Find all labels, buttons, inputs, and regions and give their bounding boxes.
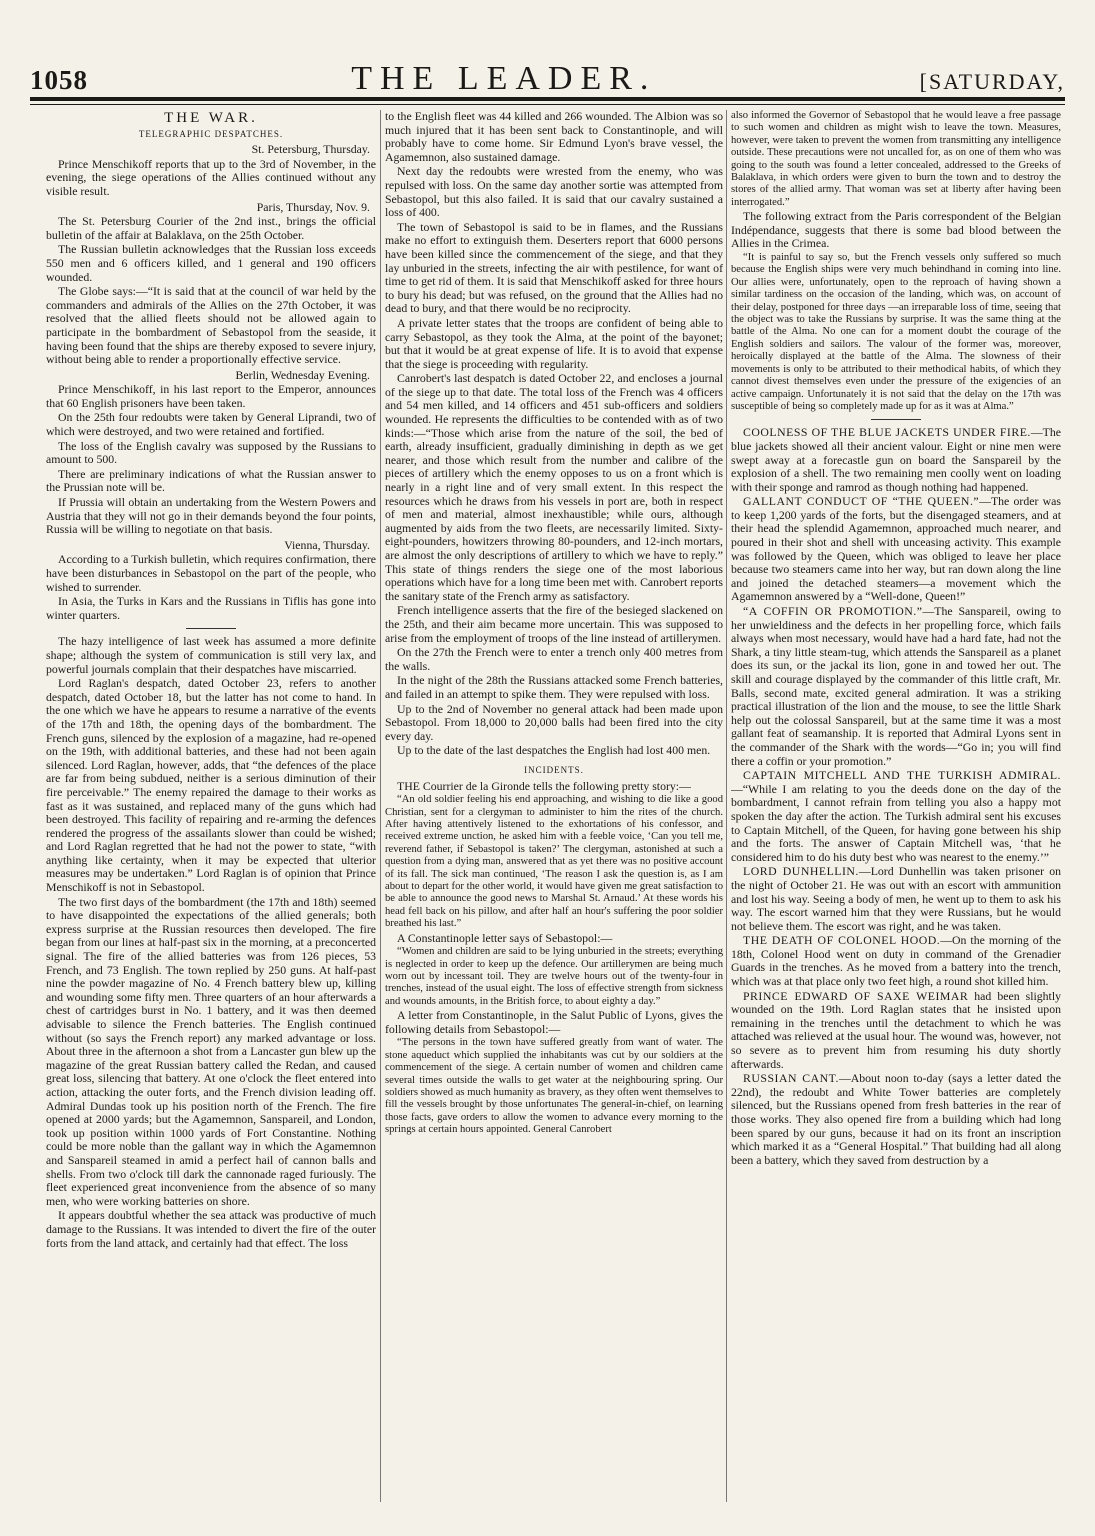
dateline: Berlin, Wednesday Evening. <box>235 367 370 382</box>
paragraph: The loss of the English cavalry was supposed by the Russians to amount to 500. <box>46 438 376 467</box>
incident-item <box>731 990 1061 1072</box>
incident-item <box>731 605 1061 768</box>
incident-heading: GALLANT CONDUCT OF “THE QUEEN.” <box>743 494 980 509</box>
incident-item <box>731 769 1061 864</box>
incident-item <box>731 1072 1061 1167</box>
incident-item <box>731 495 1061 604</box>
column-divider <box>380 110 381 1502</box>
incident-text: —“While I am relating to you the deeds done on the day of the bombardment, I cannot refrain from telling you also a happy mot spoken the day after the action. The Turkish admiral sent his excuses to Captain Mitchell, of the Queen, for having gone between his ship and the forts. The answer of Captain Mitchell was, ‘that he considered him to do his duty best who was nearest to the enemy.’” <box>731 781 1061 864</box>
quotation: also informed the Governor of Sebastopol that he would leave a free passage to such women and children as might wish to leave the town. Measures, however, were taken to prevent the women from transmitting any intelligence outside. These precautions were not uncalled for, as on one of them who was going to the south was found a letter concealed, addressed to the Greeks of Balaklava, in which orders were given to burn the town and to destroy the stores of the allied army. That woman was set at liberty after having been interrogated.” <box>731 110 1061 208</box>
column-divider <box>726 110 727 1502</box>
paragraph: The Globe says:—“It is said that at the council of war held by the commanders and admirals of the Allies on the 27th October, it was resolved that the allied fleets should not be allowed again to participate in the bombardment of Sebastopol from the seaside, it having been found that the ships are thereby exposed to severe injury, without being able to render a proportionally effective service. <box>46 284 376 367</box>
paragraph: Prince Menschikoff reports that up to the 3rd of November, in the evening, the siege operations of the Allies continued without any visible result. <box>46 156 376 198</box>
incident-text: —The order was to keep 1,200 yards of the forts, but the disengaged steamers, and at their head the splendid Agamemnon, approached much nearer, and poured in their shot and shell with unceasing activity. This example was followed by the Queen, which was obliged to leave her place because two steamers came into her way, but ran down along the line and joined the detached steamers—a movement which the Agamemnon answered by a “Well-done, Queen!” <box>731 494 1061 604</box>
column-1 <box>46 110 376 1502</box>
separator-rule <box>871 419 921 420</box>
incident-heading: PRINCE EDWARD OF SAXE WEIMAR <box>743 988 969 1003</box>
incident-heading: LORD DUNHELLIN. <box>743 864 859 879</box>
incident-item <box>731 865 1061 933</box>
paragraph: Up to the date of the last despatches the English had lost 400 men. <box>397 743 711 758</box>
paragraph: The hazy intelligence of last week has assumed a more definite shape; although the system of communication is still very lax, and powerful journals complain that their despatches have miscarried. <box>46 634 376 676</box>
quotation: “Women and children are said to be lying unburied in the streets; everything is neglected in order to keep up the defence. Our artillerymen are being much worn out by incessant toil. They are twelve hours out of the twenty-four in trenches, instead of the usual eight. The loss of effective strength from sickness and wounds amounts, in the British force, to about eighty a day.” <box>385 946 723 1007</box>
incident-text: —About noon to-day (says a letter dated the 22nd), the redoubt and White Tower batteries are completely silenced, but the Russians opened from fresh batteries in the rear of those works. They also opened fire from a building which had long been spared by our guns, because it had on its front an inscription which marked it as a “General Hospital.” That building had all along been a battery, which they saved from destruction by a <box>731 1071 1061 1167</box>
paragraph: Prince Menschikoff, in his last report to the Emperor, announces that 60 English prisoners have been taken. <box>46 382 376 410</box>
paragraph: Canrobert's last despatch is dated October 22, and encloses a journal of the siege up to that date. The total loss of the French was 4 officers and 54 men killed, and 14 officers and 451 sub-officers and soldiers wounded. He represents the difficulties to be contended with as of two kinds:—“Those which arise from the nature of the soil, the bed of earth, already insufficient, gradually diminishing in depth as we get nearer, and those which result from the number and calibre of the pieces of artillery which the enemy opposes to us on a front which is nearly in a right line and of very small extent. In this respect the resources which he draws from his vessels in port are, both in respect of men and material, almost inexhaustible; while ours, although augmented by aids from the two fleets, are necessarily limited. Sixty-eight-pounders, howitzers throwing 80-pounders, and 12-inch mortars, are almost the only descriptions of artillery to which we have to reply.” This state of things renders the siege one of the most laborious operations which have for a long time been met with. Canrobert reports the sanitary state of the French army as satisfactory. <box>385 371 723 603</box>
paragraph: THE Courrier de la Gironde tells the following pretty story:— <box>397 778 691 793</box>
dateline: Vienna, Thursday. <box>284 537 370 552</box>
paragraph: On the 27th the French were to enter a trench only 400 metres from the walls. <box>385 645 723 673</box>
incident-text: had been slightly wounded on the 19th. Lord Raglan states that he insisted upon remaining in the trenches until the detachment to which he was attached was relieved at the usual hour. The wound was, however, not so severe as to prevent him from resuming his duty shortly afterwards. <box>731 988 1061 1071</box>
dateline: St. Petersburg, Thursday. <box>251 142 370 157</box>
column-2 <box>385 110 723 1502</box>
paragraph: In Asia, the Turks in Kars and the Russians in Tiflis has gone into winter quarters. <box>46 594 376 622</box>
paragraph: In the night of the 28th the Russians attacked some French batteries, and failed in an attempt to spike them. They were repulsed with loss. <box>385 673 723 701</box>
incident-text: —The Sanspareil, owing to her unwieldiness and the defects in her propelling force, which fails always when most necessary, would have had a hard fate, had not the Shark, a tiny little steam-tug, which attends the Sanspareil as a planet does its sun, or the jackal its lion, gone in and towed her out. The skill and courage displayed by the commander of this little craft, Mr. Balls, second mate, excited general admiration. It was a striking practical illustration of the lion and the mouse, to see the little Shark help out the colossal Sanspareil, but at the same time it was a most gallant feat of seamanship. It is reported that Admiral Lyons sent in the commander of the Shark with the words—“Go in; you will find there a coffin or your promotion.” <box>731 604 1061 768</box>
dateline: Paris, Thursday, Nov. 9. <box>256 199 370 214</box>
paragraph: According to a Turkish bulletin, which requires confirmation, there have been disturbances in Sebastopol on the part of the people, who wished to surrender. <box>46 552 376 594</box>
paragraph: There are preliminary indications of what the Russian answer to the Prussian note will be. <box>46 466 376 495</box>
newspaper-title: THE LEADER. <box>351 60 657 97</box>
paragraph: On the 25th four redoubts were taken by General Liprandi, two of which were destroyed, and two were retained and fortified. <box>46 410 376 439</box>
quotation: “It is painful to say so, but the French vessels only suffered so much because the English ships were very much behindhand in coming into line. Our allies were, unfortunately, open to the reproach of having shown a similar tardiness on the occasion of the landing, which was, on account of their delay, postponed for three days —an irreparable loss of time, seeing that the object was to take the Russians by surprise. It was the same thing at the battle of the Alma. No one can for a moment doubt the courage of the English soldiers and sailors. The valour of the former was, moreover, heroically displayed at the battle of the Alma. The slowness of their movements is only to be attributed to their methodical habits, of which they cannot divest themselves even under the pressure of the exigencies of an active campaign. Unfortunately it is not said that the delay on the 17th was susceptible of being so completely made up for as it was at Alma.” <box>731 252 1061 412</box>
paragraph: The St. Petersburg Courier of the 2nd inst., brings the official bulletin of the affair at Balaklava, on the 25th October. <box>46 214 376 242</box>
paragraph: Up to the 2nd of November no general attack had been made upon Sebastopol. From 18,000 to 20,000 balls had been fired into the city every day. <box>385 701 723 743</box>
paragraph: Lord Raglan's despatch, dated October 23, refers to another despatch, dated October 18, but the latter has not come to hand. In the one which we have he appears to resume a narrative of the events of the 17th and 18th, the opening days of the bombardment. The French guns, silenced by the explosion of a magazine, had re-opened on the 19th, with additional batteries, and these had not been again silenced. Lord Raglan, however, adds, that “the defences of the place are far from being subdued, neither is a serious diminution of their fire perceivable.” The enemy repaired the damage to their works as fast as it was sustained, and replaced many of the guns which had been destroyed. This facility of repairing and re-arming the defences rendered the progress of the assailants slower than could be wished; and Lord Raglan regretted that he had not the power to state, “with anything like certainty, when it may be expected that ulterior measures may be undertaken.” Lord Raglan is of opinion that Prince Menschikoff is not in Sebastopol. <box>46 676 376 895</box>
incident-heading: RUSSIAN CANT. <box>743 1071 839 1086</box>
page-number: 1058 <box>30 65 88 95</box>
incident-heading: CAPTAIN MITCHELL AND THE TURKISH ADMIRAL. <box>743 768 1061 783</box>
paragraph: The Russian bulletin acknowledges that the Russian loss exceeds 550 men and 6 officers killed, and 1 general and 190 officers wounded. <box>46 242 376 284</box>
paragraph: A letter from Constantinople, in the Salut Public of Lyons, gives the following details from Sebastopol:— <box>385 1008 723 1036</box>
paragraph: The town of Sebastopol is said to be in flames, and the Russians make no effort to extinguish them. Deserters report that 6000 persons have been killed since the commencement of the siege, and that they lay unburied in the streets, infecting the air with pestilence, for want of time to get rid of them. It is said that Menschikoff asked for three hours to bury his dead; but was refused, on the ground that the Allies had no dead to bury, and that there would be no reciprocity. <box>385 219 723 316</box>
masthead-rule-thick <box>30 97 1065 101</box>
paragraph: French intelligence asserts that the fire of the besieged slackened on the 25th, and their aim became more uncertain. This was supposed to arise from the employment of troops of the line instead of artillerymen. <box>385 603 723 645</box>
paragraph: The following extract from the Paris correspondent of the Belgian Indépendance, suggests that there is some bad blood between the Allies in the Crimea. <box>731 209 1061 251</box>
masthead-rule-thin <box>30 104 1065 105</box>
quotation: “The persons in the town have suffered greatly from want of water. The stone aqueduct which supplied the inhabitants was cut by our soldiers at the commencement of the siege. A certain number of women and children came several times outside the walls to get water at the neighbouring spring. Our soldiers showed as much humanity as bravery, as they often went themselves to fill the vessels brought by those unfortunates The general-in-chief, on learning those facts, gave orders to allow the women to advance every morning to the springs at certain hours appointed. General Canrobert <box>385 1037 723 1136</box>
section-heading: THE WAR. <box>164 110 258 126</box>
issue-day: [SATURDAY, <box>919 69 1065 94</box>
incident-heading: THE DEATH OF COLONEL HOOD. <box>743 933 941 948</box>
paragraph: Next day the redoubts were wrested from the enemy, who was repulsed with loss. On the same day another sortie was attempted from Sebastopol, but this also failed. It is said that our cavalry sustained a loss of 400. <box>385 164 723 220</box>
paragraph: The two first days of the bombardment (the 17th and 18th) seemed to have disappointed the expectations of the allied generals; both express surprise at the Russian resources then developed. The fire began from our lines at half-past six in the morning, at a preconcerted signal. The fire of the allied batteries was from 126 pieces, 53 French, and 73 English. The town replied by 250 guns. At half-past nine the powder magazine of No. 4 French battery blew up, killing and wounding some fifty men. Three quarters of an hour afterwards a chest of cartridges burst in No. 1 battery, and it was then deemed advisable to silence the French batteries. The English continued without (so says the French report) any marked advantage or loss. About three in the afternoon a shot from a Lancaster gun blew up the magazine of the great Russian battery called the Redan, and caused great loss, silencing that battery. At one o'clock the fleet entered into action, attacking the outer forts, and the French division leading off. Admiral Dundas took up his position north of the French. The fire opened at 2000 yards; but the Agamemnon, Sanspareil, and London, took up position within 1000 yards of Fort Constantine. Nothing could be more noble than the gallant way in which the Agamemnon and Sanspareil steamed in amid a perfect hail of cannon balls and shells. From two o'clock till dark the cannonade raged furiously. The fleet experienced great inconvenience from the absence of so many men, who were working batteries on shore. <box>46 894 376 1208</box>
incident-heading: “A COFFIN OR PROMOTION.” <box>743 604 923 619</box>
incident-item <box>731 426 1061 494</box>
paragraph: to the English fleet was 44 killed and 266 wounded. The Albion was so much injured that it has been sent back to Constantinople, and will probably have to come home. Sir Edmund Lyon's brave vessel, the Agamemnon, also sustained damage. <box>385 110 723 164</box>
incident-text: —The blue jackets showed all their ancient valour. Eight or nine men were swept away at a forecastle gun on board the Sanspareil by the explosion of a shell. The two remaining men coolly went on loading with their sponge and ramrod as though nothing had happened. <box>731 425 1061 494</box>
quotation: “An old soldier feeling his end approaching, and wishing to die like a good Christian, sent for a clergyman to administer to him the rites of the church. After having attentively listened to the exhortations of his confessor, and received extreme unction, he asked him with a feeble voice, ‘Can you tell me, reverend father, if Sebastopol is taken?’ The clergyman, astonished at such a question from a dying man, answered that as yet there was no positive account of its fall. The sick man continued, ‘The reason I ask the question is, as I am about to depart for the other world, it would have given me great satisfaction to be able to announce the good news to Marshal St. Arnaud.’ At these words his head fell back on his pillow, and after half an hour's suffering the poor soldier breathed his last.” <box>385 794 723 930</box>
paragraph: A Constantinople letter says of Sebastopol:— <box>397 930 613 945</box>
paragraph: A private letter states that the troops are confident of being able to carry Sebastopol, as they took the Alma, at the point of the bayonet; but that it would be at great expense of life. It is to avoid that expense that the siege is proceeding with regularity. <box>385 315 723 371</box>
incidents-heading: INCIDENTS. <box>524 764 584 775</box>
incident-text: —Lord Dunhellin was taken prisoner on the night of October 21. He was out with an escort with ammunition and lost his way. Seeing a body of men, he went up to them to ask his way. The escort warned him that they were Russians, but he would not believe them. The escort was right, and he was taken. <box>731 864 1061 933</box>
incident-heading: COOLNESS OF THE BLUE JACKETS UNDER FIRE. <box>743 425 1031 440</box>
column-3 <box>731 110 1061 1502</box>
masthead <box>30 60 1065 96</box>
paragraph: If Prussia will obtain an undertaking from the Western Powers and Austria that they will not go in their demands beyond the four points, Russia will be willing to negotiate on that basis. <box>46 495 376 537</box>
paragraph: It appears doubtful whether the sea attack was productive of much damage to the Russians. It was intended to divert the fire of the outer forts from the land attack, and certainly had that effect. The loss <box>46 1208 376 1250</box>
incident-item <box>731 934 1061 988</box>
section-subheading: TELEGRAPHIC DESPATCHES. <box>138 128 284 139</box>
separator-rule <box>186 628 236 629</box>
incident-text: —On the morning of the 18th, Colonel Hood went on duty in command of the Grenadier Guards in the trenches. As he moved from a battery into the trench, which was at that place only two feet high, a round shot killed him. <box>731 933 1061 989</box>
